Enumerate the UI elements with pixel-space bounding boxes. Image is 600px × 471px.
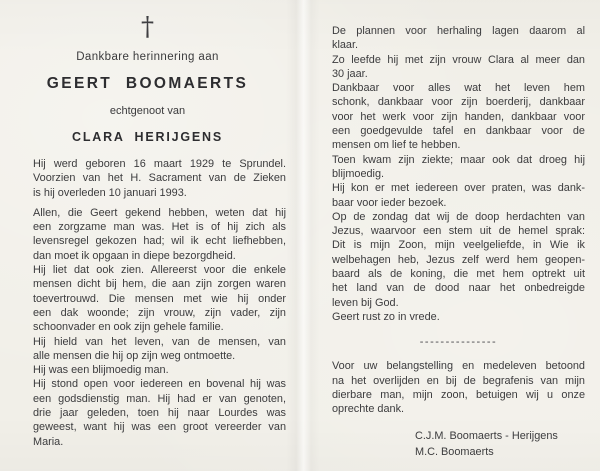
text-line: Dankbaar voor alles wat het leven hem (332, 82, 585, 95)
deceased-name: GEERT BOOMAERTS (46, 75, 249, 92)
text-line: levensregel gekozen had; wil ik echt liefhebben, (33, 235, 286, 248)
text-line: blijmoedig. (332, 167, 385, 180)
text-line: Op de zondag dat wij de doop herdachten van (332, 210, 585, 223)
paragraph (332, 181, 585, 210)
text-line: dierbare man, mijn zoon, betuigen wij u onze (332, 388, 585, 401)
text-line: schoonvader en ook zijn gehele familie. (33, 321, 224, 334)
text-line: Hij hield van het leven, van de mensen, van (33, 335, 286, 348)
relation-text: echtgenoot van (109, 105, 186, 117)
paragraph (332, 53, 585, 82)
text-line: Jezus, waarvoor een stem uit de hemel sprak: (332, 225, 585, 238)
right-page-text (332, 24, 585, 324)
text-line: mensen om lief te hebben. (332, 139, 461, 152)
text-line: een godsdienstig man. Hij had er van genoten, (33, 392, 286, 405)
paragraph (33, 263, 286, 334)
text-line: dan moet ik opgaan in diepe bezorgdheid. (33, 249, 236, 262)
paragraph (332, 310, 585, 324)
text-line: mensen dicht bij hem, die aan zijn zorgen waren (33, 278, 286, 291)
text-line: Hij werd geboren 16 maart 1929 te Sprundel. (33, 158, 286, 170)
text-line: een goedgevulde tafel en dankbaar voor de (332, 125, 585, 138)
signature-line: M.C. Boomaerts (415, 446, 494, 459)
text-line: welbehagen heb, Jezus zelf werd hem geopen- (332, 253, 585, 266)
text-line: is hij overleden 10 januari 1993. (33, 186, 187, 199)
text-line: Dit is mijn Zoon, mijn veelgeliefde, in Wie ik (332, 239, 585, 252)
text-line: het land van de dood naar het onbedreigde (332, 282, 585, 295)
text-line: Hij stond open voor iedereen en bovenal hij was (33, 378, 286, 391)
text-line: alle mensen die hij op zijn weg ontmoette. (33, 349, 236, 362)
text-line: Hij kon er met iedereen over praten, was dank- (332, 182, 585, 195)
section-divider: --------------- (419, 336, 498, 349)
spouse-name: CLARA HERIJGENS (72, 130, 223, 144)
paragraph (332, 153, 585, 182)
text-line: Toen kwam zijn ziekte; maar ook dat droeg hij (332, 153, 585, 166)
paragraph (332, 24, 585, 53)
text-line: baard als de koning, die met hem optrekt uit (332, 268, 585, 281)
cross-icon: † (141, 12, 154, 42)
text-line: klaar. (332, 39, 359, 52)
signature-line: C.J.M. Boomaerts - Herijgens (415, 430, 558, 443)
paragraph (332, 210, 585, 310)
left-page-text (33, 157, 286, 449)
text-line: voor het werk voor zijn handen, dankbaar voor (332, 110, 585, 123)
paragraph (33, 377, 286, 448)
acknowledgement-text (332, 359, 585, 416)
signatures (332, 428, 585, 460)
paragraph (33, 157, 286, 200)
paragraph (33, 335, 286, 364)
text-line: De plannen voor herhaling lagen daarom al (332, 25, 585, 37)
text-line: Maria. (33, 435, 64, 448)
dedication-text: Dankbare herinnering aan (76, 51, 219, 63)
text-line: Zo leefde hij met zijn vrouw Clara al meer dan (332, 53, 585, 66)
text-line: 30 jaar. (332, 67, 368, 80)
text-line: oprechte dank. (332, 403, 405, 416)
paragraph (332, 81, 585, 152)
paragraph (332, 359, 585, 416)
text-line: schonk, dankbaar voor zijn boerderij, dankbaar (332, 96, 585, 109)
text-line: baar voor ieder bezoek. (332, 196, 447, 209)
right-page (332, 24, 585, 460)
text-line: na het overlijden en bij de begrafenis van mijn (332, 374, 585, 387)
text-line: Geert rust zo in vrede. (332, 310, 440, 323)
text-line: Hij was een blijmoedig man. (33, 364, 169, 377)
paragraph (33, 363, 286, 377)
paragraph (33, 206, 286, 263)
text-line: drie jaar geleden, toen hij naar Lourdes was (33, 407, 286, 420)
card-fold-line (286, 0, 320, 471)
text-line: een dak woonde; zijn vrouw, zijn vader, zijn (33, 306, 286, 319)
text-line: Voor uw belangstelling en medeleven betoond (332, 360, 585, 373)
text-line: een zorgzame man was. Het is of hij zich als (33, 221, 286, 234)
text-line: geweest, want hij was een groot vereerder van (33, 421, 286, 434)
text-line: Voorzien van het H. Sacrament van de Zieken (33, 172, 286, 185)
text-line: Allen, die Geert gekend hebben, weten dat hij (33, 206, 286, 219)
text-line: leven bij God. (332, 296, 399, 309)
text-line: toevertrouwd. Die mensen met wie hij onder (33, 292, 286, 305)
text-line: Hij liet dat ook zien. Allereerst voor die enkele (33, 264, 286, 277)
